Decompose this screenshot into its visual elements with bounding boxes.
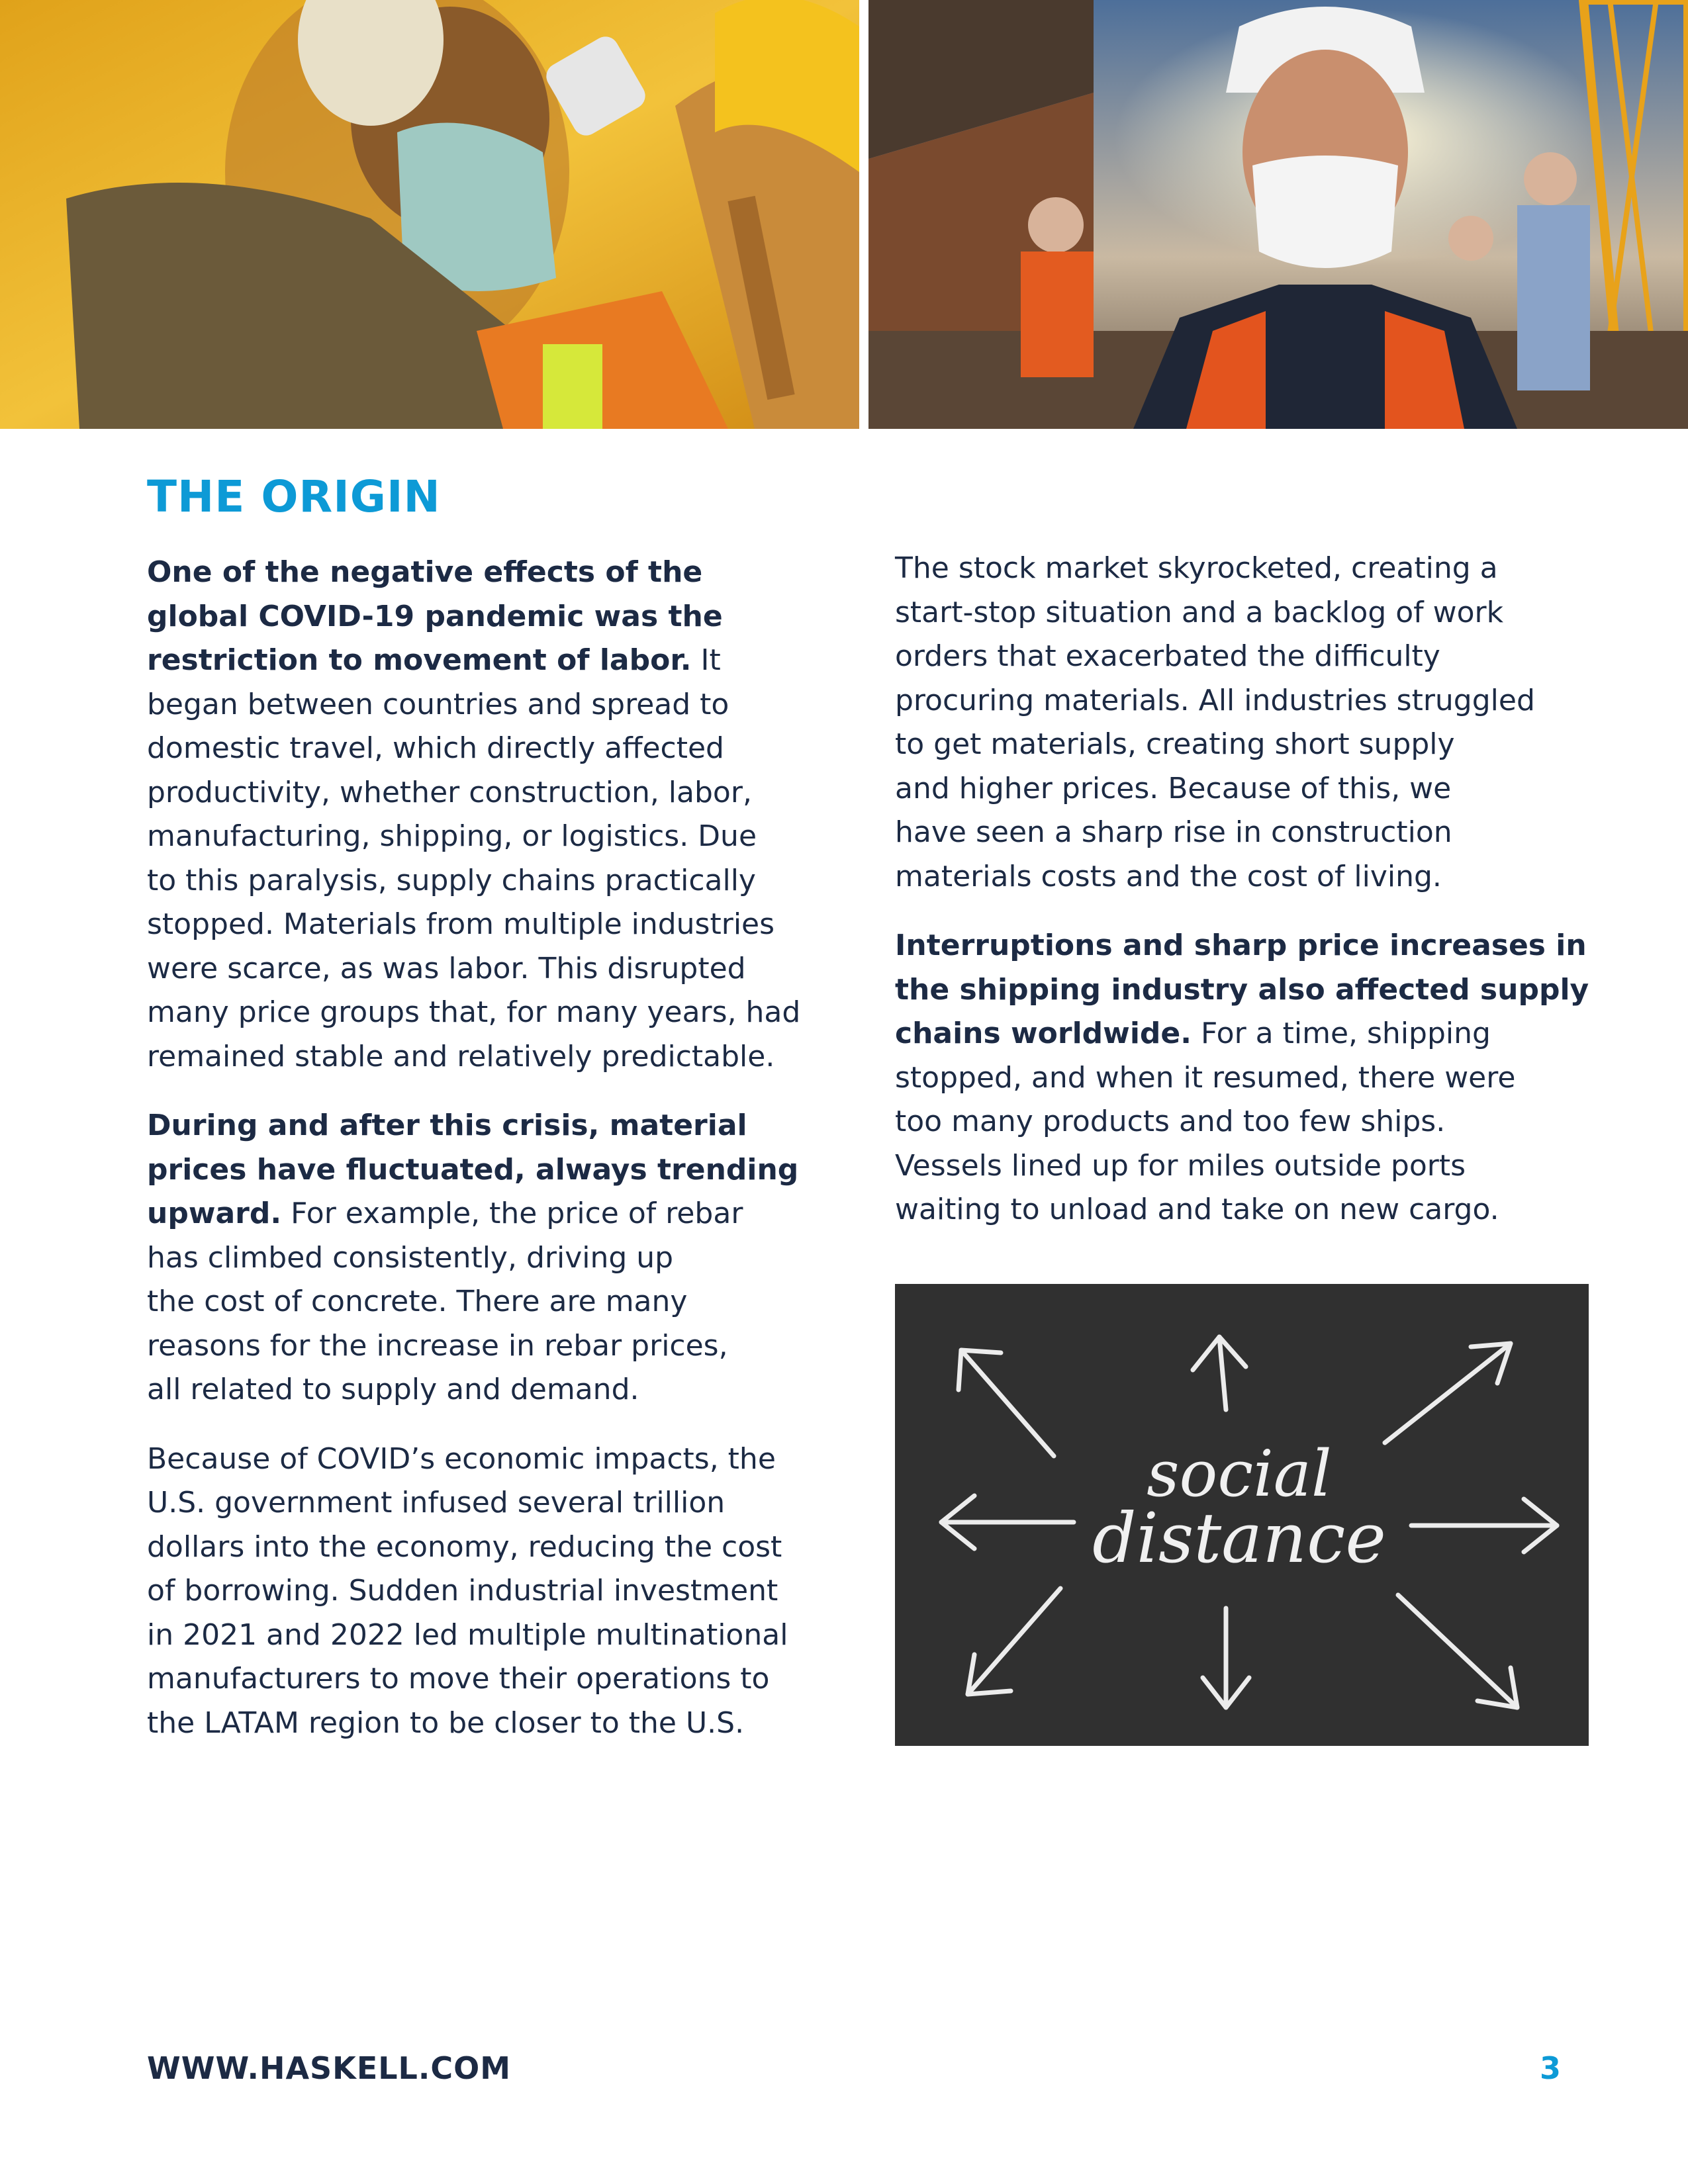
text-line: stopped. Materials from multiple industries xyxy=(147,907,775,941)
text-line: the cost of concrete. There are many xyxy=(147,1285,688,1318)
text-line: It xyxy=(691,643,721,677)
text-line: upward. xyxy=(147,1197,282,1230)
photo-temperature-check xyxy=(0,0,859,429)
chalkboard-line-2: distance xyxy=(1092,1498,1386,1578)
paragraph xyxy=(895,547,1603,899)
paragraph xyxy=(147,1104,862,1412)
footer-website-link[interactable]: WWW.HASKELL.COM xyxy=(147,2050,511,2086)
chalkboard-line-1: social xyxy=(1147,1437,1332,1511)
text-line: start-stop situation and a backlog of work xyxy=(895,595,1504,629)
text-line: were scarce, as was labor. This disrupted xyxy=(147,951,746,985)
text-line: For a time, shipping xyxy=(1191,1017,1491,1050)
text-line: remained stable and relatively predictable. xyxy=(147,1039,775,1073)
paragraph xyxy=(147,1437,862,1746)
text-line: the LATAM region to be closer to the U.S. xyxy=(147,1706,745,1740)
text-line: began between countries and spread to xyxy=(147,687,729,721)
text-line: global COVID-19 pandemic was the xyxy=(147,599,723,633)
text-line: prices have fluctuated, always trending xyxy=(147,1152,799,1187)
text-line: One of the negative effects of the xyxy=(147,555,703,589)
text-line: Interruptions and sharp price increases in xyxy=(895,929,1587,962)
left-column xyxy=(147,551,862,1770)
text-line: all related to supply and demand. xyxy=(147,1373,639,1406)
page-number: 3 xyxy=(1540,2050,1562,2086)
text-line: procuring materials. All industries struggled xyxy=(895,683,1535,717)
section-title: THE ORIGIN xyxy=(147,471,441,522)
text-line: many price groups that, for many years, had xyxy=(147,995,801,1029)
text-line: dollars into the economy, reducing the cost xyxy=(147,1529,782,1564)
text-line: U.S. government infused several trillion xyxy=(147,1486,726,1520)
text-line: of borrowing. Sudden industrial investment xyxy=(147,1574,778,1608)
chalkboard-image xyxy=(895,1284,1589,1746)
text-line: too many products and too few ships. xyxy=(895,1105,1446,1138)
text-line: to this paralysis, supply chains practically xyxy=(147,863,756,897)
text-line: chains worldwide. xyxy=(895,1017,1192,1050)
text-line: domestic travel, which directly affected xyxy=(147,731,724,765)
text-line: has climbed consistently, driving up xyxy=(147,1240,674,1275)
text-line: to get materials, creating short supply xyxy=(895,727,1455,761)
text-line: restriction to movement of labor. xyxy=(147,643,692,677)
text-line: and higher prices. Because of this, we xyxy=(895,771,1452,805)
text-line: During and after this crisis, material xyxy=(147,1109,747,1142)
paragraph xyxy=(895,924,1603,1232)
text-line: have seen a sharp rise in construction xyxy=(895,815,1452,849)
text-line: For example, the price of rebar xyxy=(281,1197,743,1230)
text-line: orders that exacerbated the difficulty xyxy=(895,639,1440,673)
text-line: in 2021 and 2022 led multiple multinational xyxy=(147,1617,788,1652)
text-line: materials costs and the cost of living. xyxy=(895,859,1442,893)
text-line: productivity, whether construction, labor, xyxy=(147,775,752,809)
text-line: manufacturing, shipping, or logistics. Due xyxy=(147,819,757,853)
photo-masked-workers xyxy=(868,0,1688,429)
text-line: Because of COVID’s economic impacts, the xyxy=(147,1441,776,1476)
text-line: waiting to unload and take on new cargo. xyxy=(895,1193,1499,1226)
paragraph xyxy=(147,551,862,1079)
right-column xyxy=(895,547,1603,1257)
text-line: stopped, and when it resumed, there were xyxy=(895,1060,1516,1095)
text-line: the shipping industry also affected supply xyxy=(895,972,1589,1007)
text-line: The stock market skyrocketed, creating a xyxy=(895,551,1498,585)
text-line: manufacturers to move their operations to xyxy=(147,1662,770,1696)
text-line: reasons for the increase in rebar prices, xyxy=(147,1328,728,1363)
text-line: Vessels lined up for miles outside ports xyxy=(895,1148,1466,1183)
